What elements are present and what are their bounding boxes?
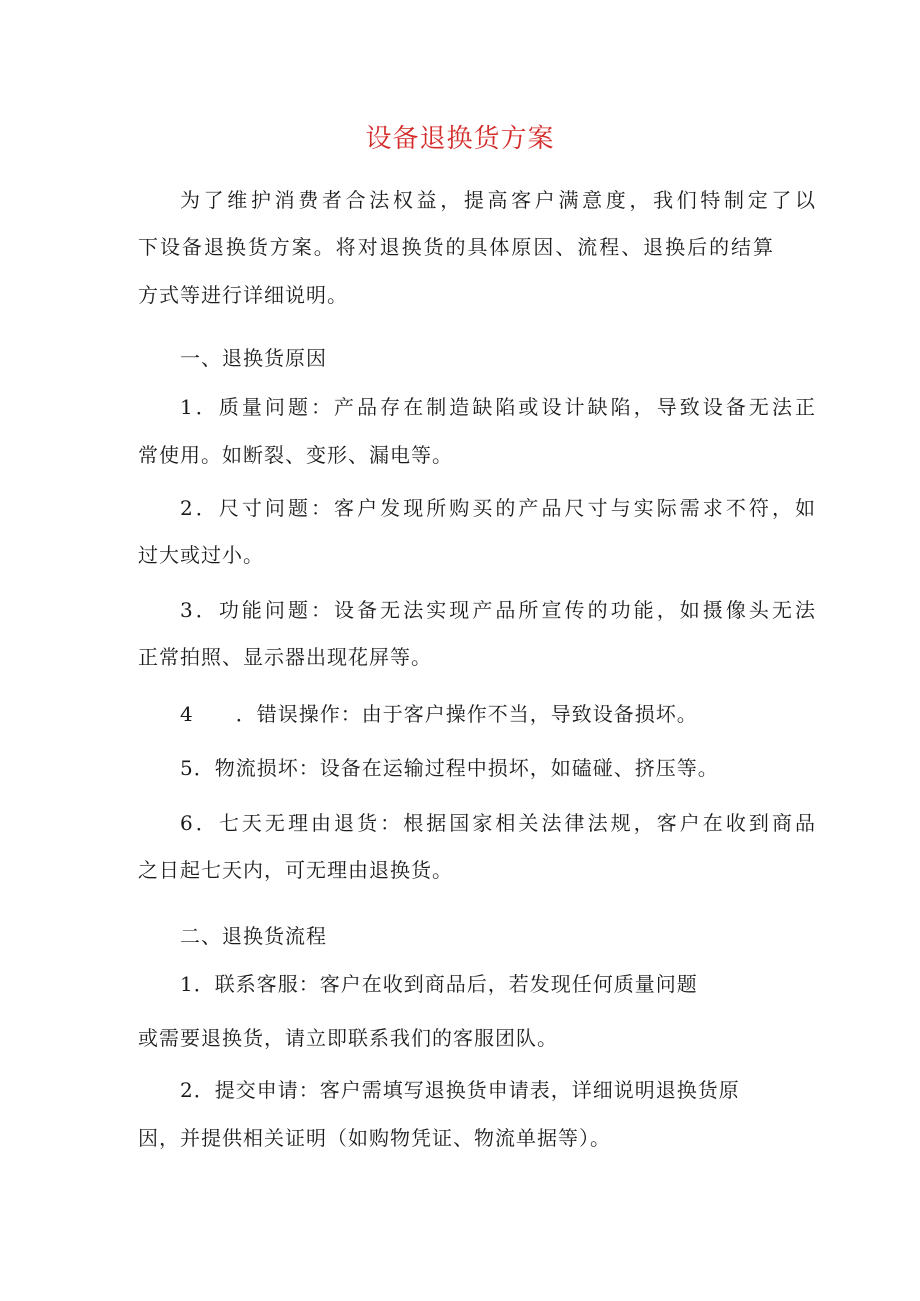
reason-5: 5．物流损坏：设备在运输过程中损坏，如磕碰、挤压等。 (180, 756, 719, 780)
intro-line-3: 方式等进行详细说明。 (138, 283, 348, 307)
intro-line-2: 下设备退换货方案。将对退换货的具体原因、流程、退换后的结算 (138, 235, 774, 259)
process-1-line-2: 或需要退换货，请立即联系我们的客服团队。 (138, 1026, 558, 1050)
reason-3-line-1: 3．功能问题：设备无法实现产品所宣传的功能，如摄像头无法 (180, 598, 816, 622)
section-heading-process: 二、退换货流程 (180, 924, 327, 948)
reason-2-line-2: 过大或过小。 (138, 543, 264, 567)
process-2-line-1: 2．提交申请：客户需填写退换货申请表，详细说明退换货原 (180, 1078, 740, 1102)
process-2-line-2: 因，并提供相关证明（如购物凭证、物流单据等）。 (138, 1126, 611, 1150)
section-heading-reasons: 一、退换货原因 (180, 346, 327, 370)
reason-1-line-1: 1．质量问题：产品存在制造缺陷或设计缺陷，导致设备无法正 (180, 395, 816, 419)
reason-6-line-2: 之日起七天内，可无理由退换货。 (138, 858, 453, 882)
reason-4: 4 ．错误操作：由于客户操作不当，导致设备损坏。 (180, 702, 698, 726)
reason-6-line-1: 6．七天无理由退货：根据国家相关法律法规，客户在收到商品 (180, 811, 816, 835)
reason-2-line-1: 2．尺寸问题：客户发现所购买的产品尺寸与实际需求不符，如 (180, 496, 816, 520)
process-1-line-1: 1．联系客服：客户在收到商品后，若发现任何质量问题 (180, 972, 698, 996)
reason-1-line-2: 常使用。如断裂、变形、漏电等。 (138, 443, 453, 467)
reason-3-line-2: 正常拍照、显示器出现花屏等。 (138, 645, 432, 669)
page-title: 设备退换货方案 (365, 124, 555, 154)
intro-line-1: 为了维护消费者合法权益，提高客户满意度，我们特制定了以 (180, 188, 816, 212)
